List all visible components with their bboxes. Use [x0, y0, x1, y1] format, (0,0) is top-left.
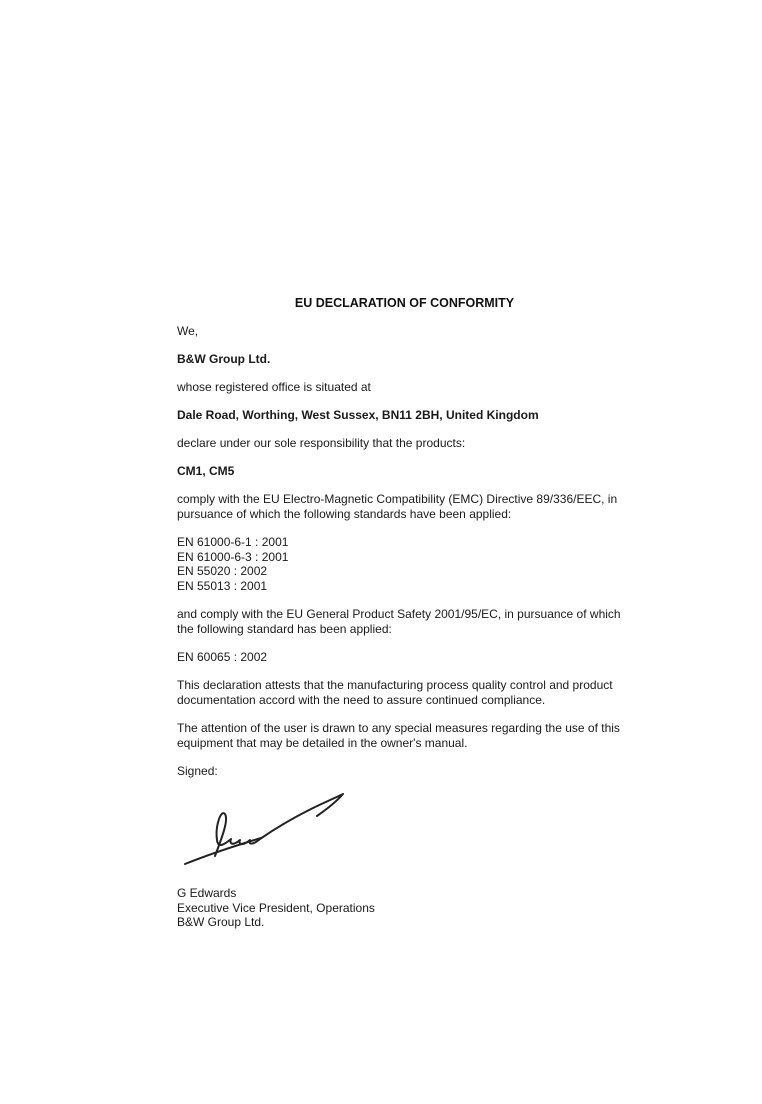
emc-standards-list	[177, 535, 632, 594]
signatory-company: B&W Group Ltd.	[177, 915, 265, 930]
attestation-paragraph: This declaration attests that the manufacturing process quality control and product documentation accord with the need to assure continued compliance.	[177, 677, 613, 707]
declaration-intro: declare under our sole responsibility that the products:	[177, 436, 466, 450]
emc-standard-item: EN 61000-6-3 : 2001	[177, 549, 289, 564]
document-body	[177, 324, 632, 930]
emc-compliance-paragraph: comply with the EU Electro-Magnetic Compatibility (EMC) Directive 89/336/EEC, in pursuance of which the following standards have been applied:	[177, 492, 618, 521]
registered-office-intro: whose registered office is situated at	[177, 380, 371, 394]
emc-standard-item: EN 55020 : 2002	[177, 564, 268, 579]
signature-image	[183, 792, 348, 872]
company-address: Dale Road, Worthing, West Sussex, BN11 2BH, United Kingdom	[177, 408, 539, 422]
signature-scribble-icon	[183, 792, 348, 872]
salutation: We,	[177, 324, 199, 338]
signatory-block	[177, 886, 632, 930]
emc-standard-item: EN 55013 : 2001	[177, 579, 268, 594]
signatory-name: G Edwards	[177, 885, 237, 900]
attention-paragraph: The attention of the user is drawn to any special measures regarding the use of this equipment that may be detailed in the owner's manual.	[177, 720, 620, 750]
signatory-title: Executive Vice President, Operations	[177, 900, 375, 915]
signed-label: Signed:	[177, 763, 218, 778]
emc-standard-item: EN 61000-6-1 : 2001	[177, 535, 289, 549]
product-models: CM1, CM5	[177, 464, 235, 478]
safety-standard-item: EN 60065 : 2002	[177, 649, 268, 664]
company-name: B&W Group Ltd.	[177, 352, 271, 366]
safety-compliance-paragraph: and comply with the EU General Product Safety 2001/95/EC, in pursuance of which the following standard has been applied:	[177, 606, 621, 636]
document-title: EU DECLARATION OF CONFORMITY	[294, 296, 515, 310]
